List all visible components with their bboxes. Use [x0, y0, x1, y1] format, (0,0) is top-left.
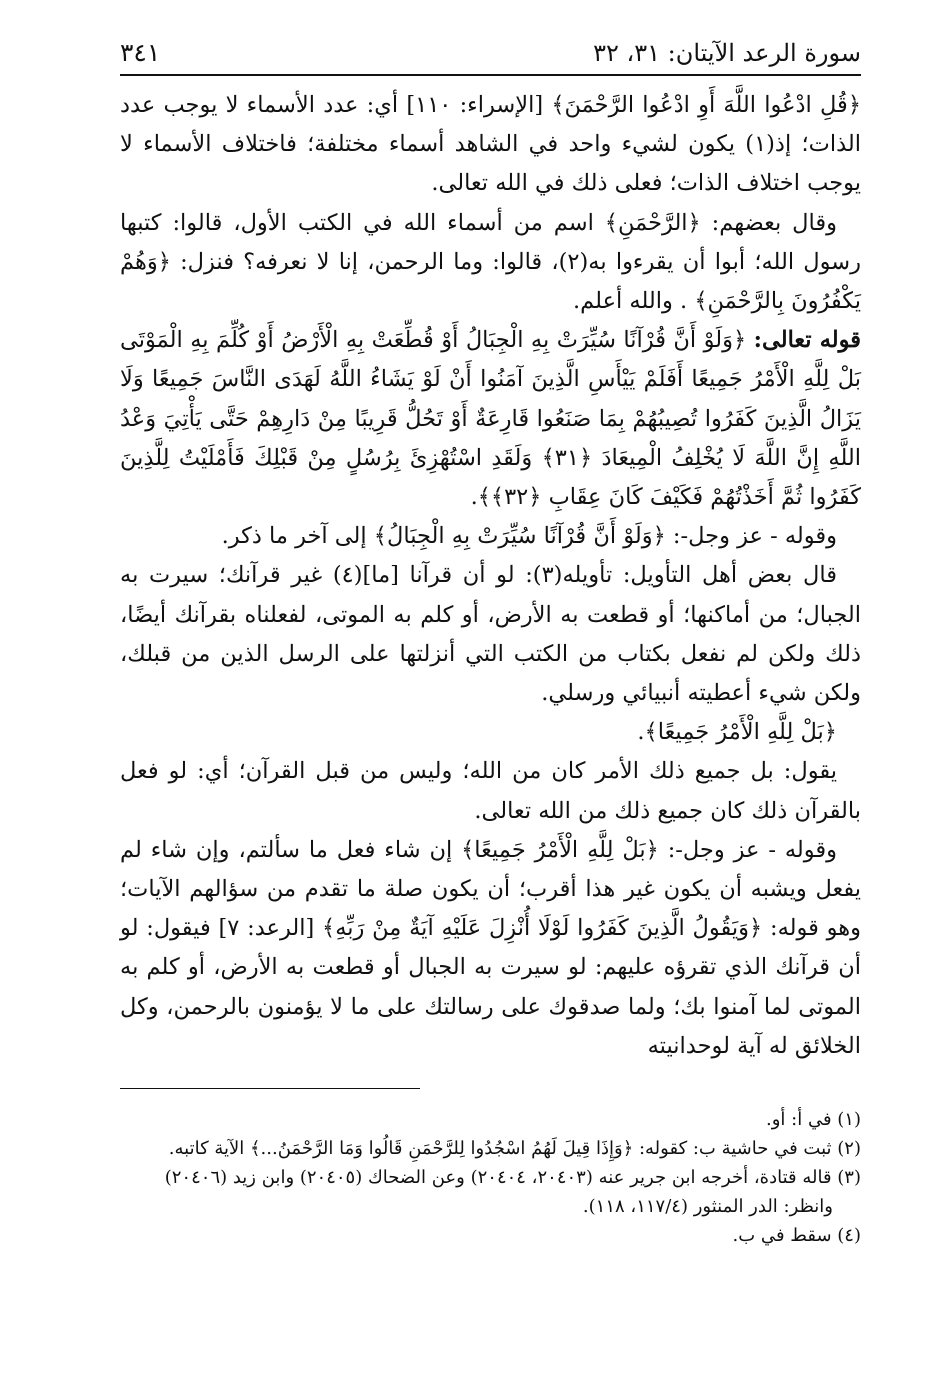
- footnotes: [120, 1105, 861, 1250]
- footnote-4: (٤) سقط في ب.: [732, 1225, 861, 1247]
- main-text: [120, 86, 861, 1066]
- paragraph-3: [120, 321, 861, 517]
- paragraph-2: وقال بعضهم: ﴿الرَّحْمَنِ﴾ اسم من أسماء الله في الكتب الأول، قالوا: كتبها رسول الله؛ أبوا أن يقرءوا به(٢)، قالوا: وما الرحمن، إنا لا نعرفه؟ فنزل: ﴿وَهُمْ يَكْفُرُونَ بِالرَّحْمَنِ﴾ . والله أعلم.: [120, 209, 861, 315]
- verse-text: ﴿وَلَوْ أَنَّ قُرْآنًا سُيِّرَتْ بِهِ الْجِبَالُ أَوْ قُطِّعَتْ بِهِ الْأَرْضُ أَوْ كُلِّمَ بِهِ الْمَوْتَى بَلْ لِلَّهِ الْأَمْرُ جَمِيعًا أَفَلَمْ يَيْأَسِ الَّذِينَ آمَنُوا أَنْ لَوْ يَشَاءُ اللَّهُ لَهَدَى النَّاسَ جَمِيعًا وَلَا يَزَالُ الَّذِينَ كَفَرُوا تُصِيبُهُمْ بِمَا صَنَعُوا قَارِعَةٌ أَوْ تَحُلُّ قَرِيبًا مِنْ دَارِهِمْ حَتَّى يَأْتِيَ وَعْدُ اللَّهِ إِنَّ اللَّهَ لَا يُخْلِفُ الْمِيعَادَ ﴿٣١﴾ وَلَقَدِ اسْتُهْزِئَ بِرُسُلٍ مِنْ قَبْلِكَ فَأَمْلَيْتُ لِلَّذِينَ كَفَرُوا ثُمَّ أَخَذْتُهُمْ فَكَيْفَ كَانَ عِقَابِ ﴿٣٢﴾﴾.: [120, 327, 862, 511]
- paragraph-8: وقوله - عز وجل-: ﴿بَلْ لِلَّهِ الْأَمْرُ جَمِيعًا﴾ إن شاء فعل ما سألتم، وإن شاء لم يفعل ويشبه أن يكون غير هذا أقرب؛ أن يكون صلة ما تقدم من سؤالهم الآيات؛ وهو قوله: ﴿وَيَقُولُ الَّذِينَ كَفَرُوا لَوْلَا أُنْزِلَ عَلَيْهِ آيَةٌ مِنْ رَبِّهِ﴾ [الرعد: ٧] فيقول: لو أن قرآنك الذي تقرؤه عليهم: لو سيرت به الجبال أو قطعت به الأرض، أو كلم به الموتى لما آمنوا بك؛ ولما صدقوك على رسالتك على ما لا يؤمنون بالرحمن، وكل الخلائق له آية لوحدانيته: [120, 836, 861, 1059]
- page-header: [120, 38, 861, 76]
- paragraph-6: ﴿بَلْ لِلَّهِ الْأَمْرُ جَمِيعًا﴾.: [637, 719, 837, 746]
- footnote-3-continued: وانظر: الدر المنثور (١١٧/٤، ١١٨).: [582, 1196, 833, 1218]
- paragraph-4: وقوله - عز وجل-: ﴿وَلَوْ أَنَّ قُرْآنًا سُيِّرَتْ بِهِ الْجِبَالُ﴾ إلى آخر ما ذكر.: [221, 523, 837, 550]
- page-number: ٣٤١: [120, 38, 161, 67]
- paragraph-7: يقول: بل جميع ذلك الأمر كان من الله؛ وليس من قبل القرآن؛ أي: لو فعل بالقرآن ذلك كان جميع ذلك من الله تعالى.: [120, 758, 861, 824]
- paragraph-1: ﴿قُلِ ادْعُوا اللَّهَ أَوِ ادْعُوا الرَّحْمَنَ﴾ [الإسراء: ١١٠] أي: عدد الأسماء لا يوجب عدد الذات؛ إذ(١) يكون لشيء واحد في الشاهد أسماء مختلفة؛ فاختلاف الأسماء لا يوجب اختلاف الذات؛ فعلى ذلك في الله تعالى.: [120, 92, 861, 197]
- footnote-1: (١) في أ: أو.: [766, 1109, 861, 1131]
- running-title: سورة الرعد الآيتان: ٣١، ٣٢: [593, 39, 861, 67]
- footnote-2: (٢) ثبت في حاشية ب: كقوله: ﴿وَإِذَا قِيلَ لَهُمُ اسْجُدُوا لِلرَّحْمَنِ قَالُوا وَمَا الرَّحْمَنُ...﴾ الآية كاتبه.: [168, 1138, 861, 1160]
- footnote-separator: [120, 1088, 420, 1089]
- footnote-3: (٣) قاله قتادة، أخرجه ابن جرير عنه (٢٠٤٠٣، ٢٠٤٠٤) وعن الضحاك (٢٠٤٠٥) وابن زيد (٢٠٤٠٦): [164, 1167, 861, 1189]
- verse-lead: قوله تعالى:: [753, 327, 861, 354]
- paragraph-5: قال بعض أهل التأويل: تأويله(٣): لو أن قرآنا [ما](٤) غير قرآنك؛ سيرت به الجبال؛ من أماكنها؛ أو قطعت به الأرض، أو كلم به الموتى، لفعلناه بقرآنك أيضًا، ذلك ولكن لم نفعل بكتاب من الكتب التي أنزلتها على الرسل الذين من قبلك، ولكن شيء أعطيته أنبيائي ورسلي.: [120, 562, 861, 707]
